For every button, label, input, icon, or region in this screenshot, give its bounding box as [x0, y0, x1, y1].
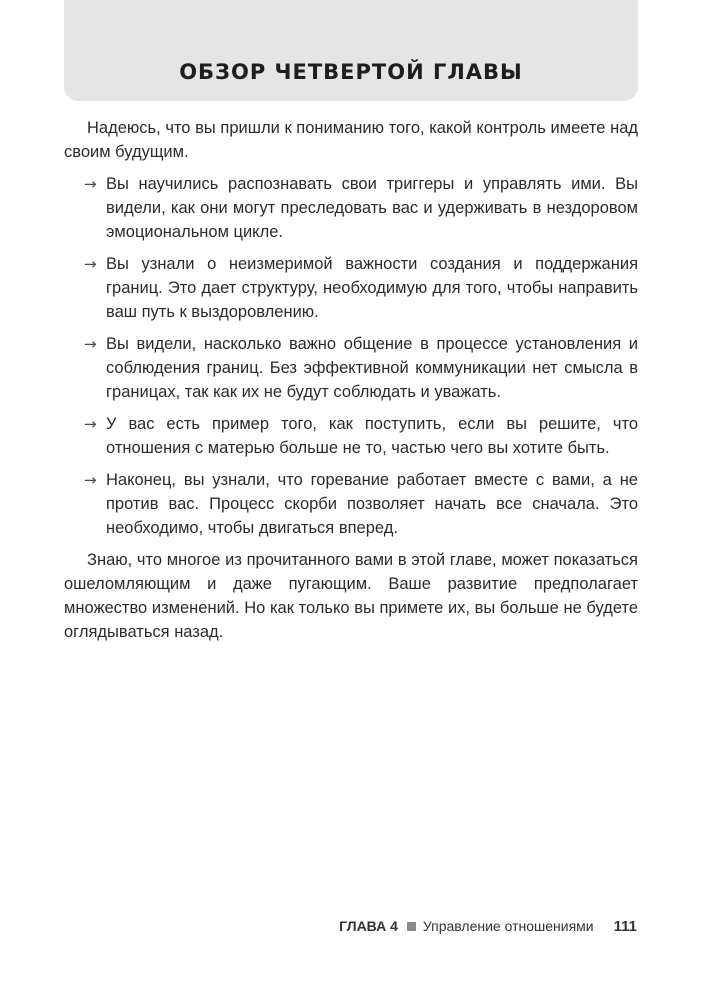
chapter-title: Управление отношениями — [422, 918, 594, 934]
intro-paragraph: Надеюсь, что вы пришли к пониманию того, какой контроль имеете над своим будущим. — [64, 119, 638, 161]
page-number: 111 — [613, 918, 637, 935]
list-item — [84, 468, 638, 540]
list-item — [84, 332, 638, 404]
square-separator-icon — [407, 922, 416, 931]
page-body — [64, 116, 638, 644]
list-item — [84, 172, 638, 244]
list-item — [84, 252, 638, 324]
arrow-right-icon: → — [84, 175, 97, 193]
running-footer — [339, 918, 637, 935]
list-item-text: У вас есть пример того, как поступить, если вы решите, что отношения с матерью больше не то, частью чего вы хотите быть. — [106, 415, 638, 457]
chapter-label: ГЛАВА 4 — [339, 918, 398, 934]
section-title: ОБЗОР ЧЕТВЕРТОЙ ГЛАВЫ — [179, 60, 523, 84]
arrow-right-icon: → — [84, 255, 97, 273]
list-item — [84, 412, 638, 460]
closing-paragraph: Знаю, что многое из прочитанного вами в этой главе, может показаться ошеломляющим и даже пугающим. Ваше развитие предполагает множество изменений. Но как только вы примете их, вы больше не будете оглядываться назад. — [64, 551, 638, 641]
arrow-right-icon: → — [84, 471, 97, 489]
list-item-text: Вы видели, насколько важно общение в процессе установления и соблюдения границ. Без эффективной коммуникации нет смысла в границах, так как их не будут соблюдать и уважать. — [106, 335, 638, 401]
chapter-review-header — [64, 0, 638, 101]
arrow-right-icon: → — [84, 415, 97, 433]
arrow-right-icon: → — [84, 335, 97, 353]
list-item-text: Вы узнали о неизмеримой важности создания и поддержания границ. Это дает структуру, необходимую для того, чтобы направить ваш путь к выздоровлению. — [106, 255, 638, 321]
list-item-text: Наконец, вы узнали, что горевание работает вместе с вами, а не против вас. Процесс скорби позволяет начать все сначала. Это необходимо, чтобы двигаться вперед. — [106, 471, 638, 537]
list-item-text: Вы научились распознавать свои триггеры и управлять ими. Вы видели, как они могут преследовать вас и удерживать в нездоровом эмоциональном цикле. — [106, 175, 638, 241]
summary-list — [64, 172, 638, 540]
